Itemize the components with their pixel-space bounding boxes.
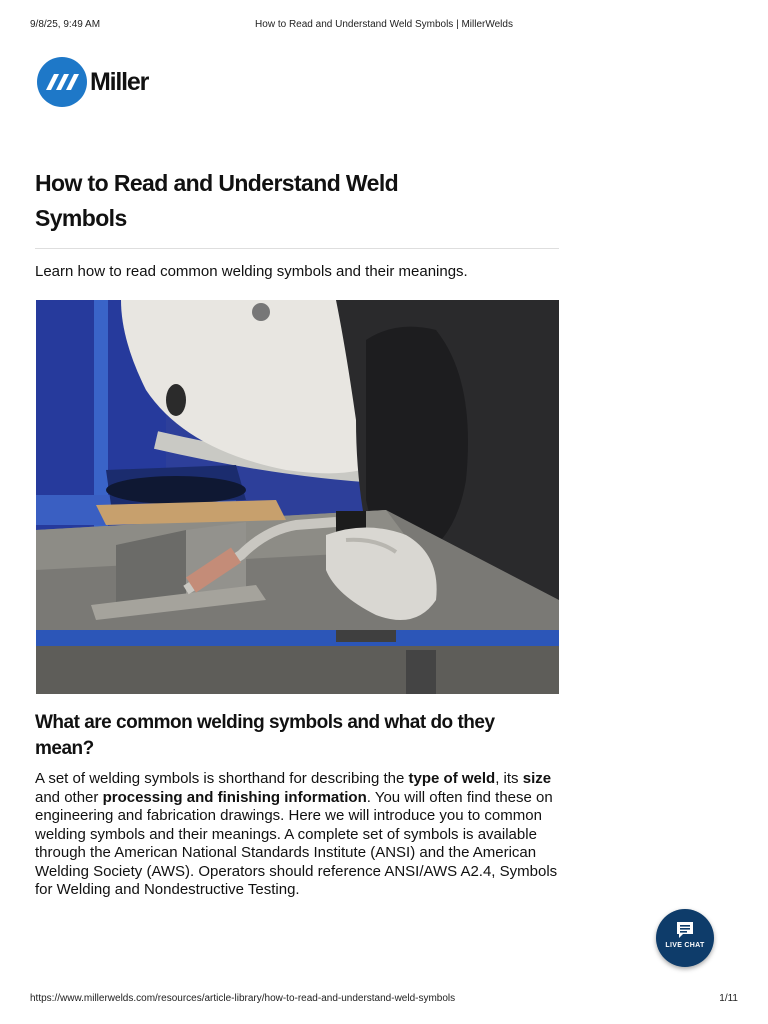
article-intro: Learn how to read common welding symbols and their meanings. [35, 263, 468, 280]
chat-icon [675, 920, 695, 940]
print-url: https://www.millerwelds.com/resources/article-library/how-to-read-and-understand-weld-symbols [30, 993, 456, 1004]
live-chat-label: LIVE CHAT [665, 942, 705, 949]
print-footer [30, 993, 738, 1007]
welder-photo [36, 300, 559, 694]
miller-wordmark: Miller [90, 67, 149, 96]
miller-logo-icon [37, 57, 87, 107]
article-title: How to Read and Understand Weld Symbols [35, 170, 399, 231]
section-heading: What are common welding symbols and what do they mean? [35, 712, 495, 759]
print-page-count: 1/11 [719, 993, 738, 1004]
miller-logo-link[interactable] [37, 57, 148, 107]
title-divider [35, 248, 559, 249]
body-bold-processing-info: processing and finishing information [102, 788, 367, 806]
body-text-2: , its [495, 770, 523, 787]
live-chat-button[interactable] [656, 909, 714, 967]
body-text-3: and other [35, 788, 103, 806]
body-text-1: A set of welding symbols is shorthand for describing the [35, 770, 409, 787]
print-header [30, 19, 738, 33]
body-bold-type-of-weld: type of weld [408, 770, 496, 787]
body-text-4: . You will often find these on engineering and fabrication drawings. Here we will introduce you to common welding symbols and their meanings. A complete set of symbols is available through the American National Standards Institute (ANSI) and the American Welding Society (AWS). Operators should reference ANSI/AWS A2.4, Symbols for Welding and Nondestructive Testing. [35, 788, 558, 898]
print-datetime: 9/8/25, 9:49 AM [30, 19, 101, 30]
article-body-paragraph [35, 770, 559, 900]
print-page-title: How to Read and Understand Weld Symbols | MillerWelds [255, 19, 513, 30]
body-bold-size: size [522, 770, 552, 787]
